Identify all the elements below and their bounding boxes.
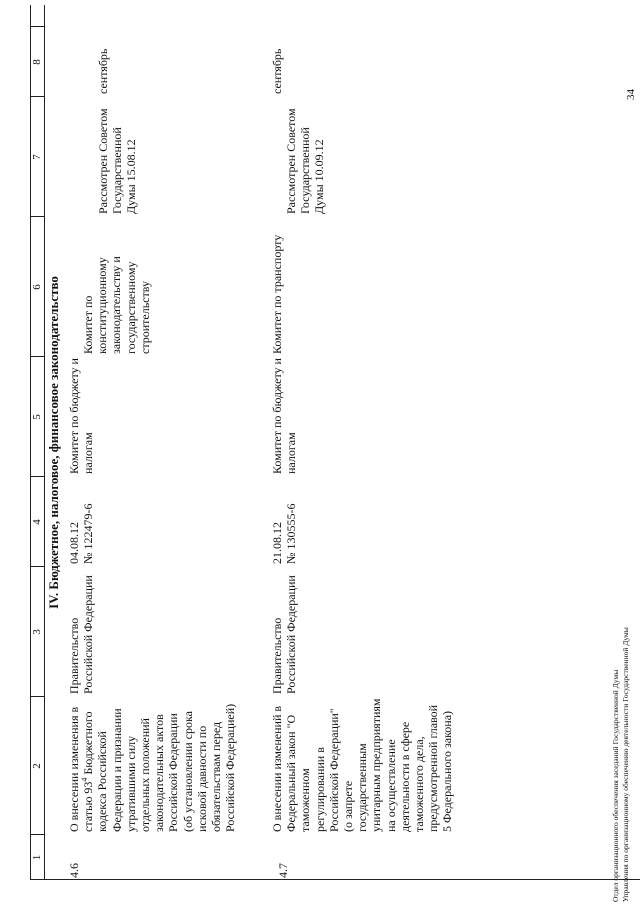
registration-date: 04.08.12 xyxy=(67,522,81,564)
footer-directorate: Управления по организационному обеспечению деятельности Государственной Думы xyxy=(621,627,630,902)
responsible-committee: Комитет по бюджету и налогам xyxy=(270,358,299,474)
bill-number: № 130555-6 xyxy=(284,503,298,564)
bill-title: О внесении изменений в Федеральный закон "О таможенном регулировании в Российской Федерации" (о запрете государственным унитарным предприятиям на осуществление деятельности в сфере таможенного дела, предусмотренной главой 5 Федерального закона) xyxy=(270,698,455,832)
legislation-table xyxy=(30,5,640,880)
initiator: Правительство Российской Федерации xyxy=(67,575,96,694)
column-number: 5 xyxy=(31,414,43,420)
review-term: сентябрь xyxy=(270,48,284,94)
review-status: Рассмотрен Советом Государственной Думы 10.09.12 xyxy=(284,108,327,214)
bill-title: О внесении изменения в статью $93^4$ Бюджетного кодекса Российской Федерации и признании утратившими силу отдельных положений законодательных актов Российской Федерации (об установлении срока исковой давности по обязательствам перед Российской Федерацией) xyxy=(67,703,238,832)
column-number: 4 xyxy=(31,519,43,525)
co-executor-committee: Комитет по транспорту xyxy=(270,234,284,354)
review-status: Рассмотрен Советом Государственной Думы 15.08.12 xyxy=(96,108,139,214)
row-number: 4.6 xyxy=(67,863,81,878)
row-number: 4.7 xyxy=(276,863,290,878)
column-number: 3 xyxy=(31,629,43,635)
initiator: Правительство Российской Федерации xyxy=(270,575,299,694)
bill-number: № 122479-6 xyxy=(81,503,95,564)
review-term: сентябрь xyxy=(96,48,110,94)
column-number: 6 xyxy=(31,284,43,290)
column-number: 8 xyxy=(31,59,43,65)
footer-department: Отдел организационного обеспечения заседаний Государственной Думы xyxy=(611,669,620,902)
co-executor-committee: Комитет по конституционному законодательству и государственному строительству xyxy=(81,256,152,354)
column-number: 7 xyxy=(31,154,43,160)
column-border xyxy=(30,879,640,880)
responsible-committee: Комитет по бюджету и налогам xyxy=(67,358,96,474)
column-number: 2 xyxy=(31,763,43,769)
page-number: 34 xyxy=(625,89,637,100)
registration-date: 21.08.12 xyxy=(270,522,284,564)
section-title: IV. Бюджетное, налоговое, финансовое законодательство xyxy=(46,276,61,609)
column-number: 1 xyxy=(31,854,43,861)
